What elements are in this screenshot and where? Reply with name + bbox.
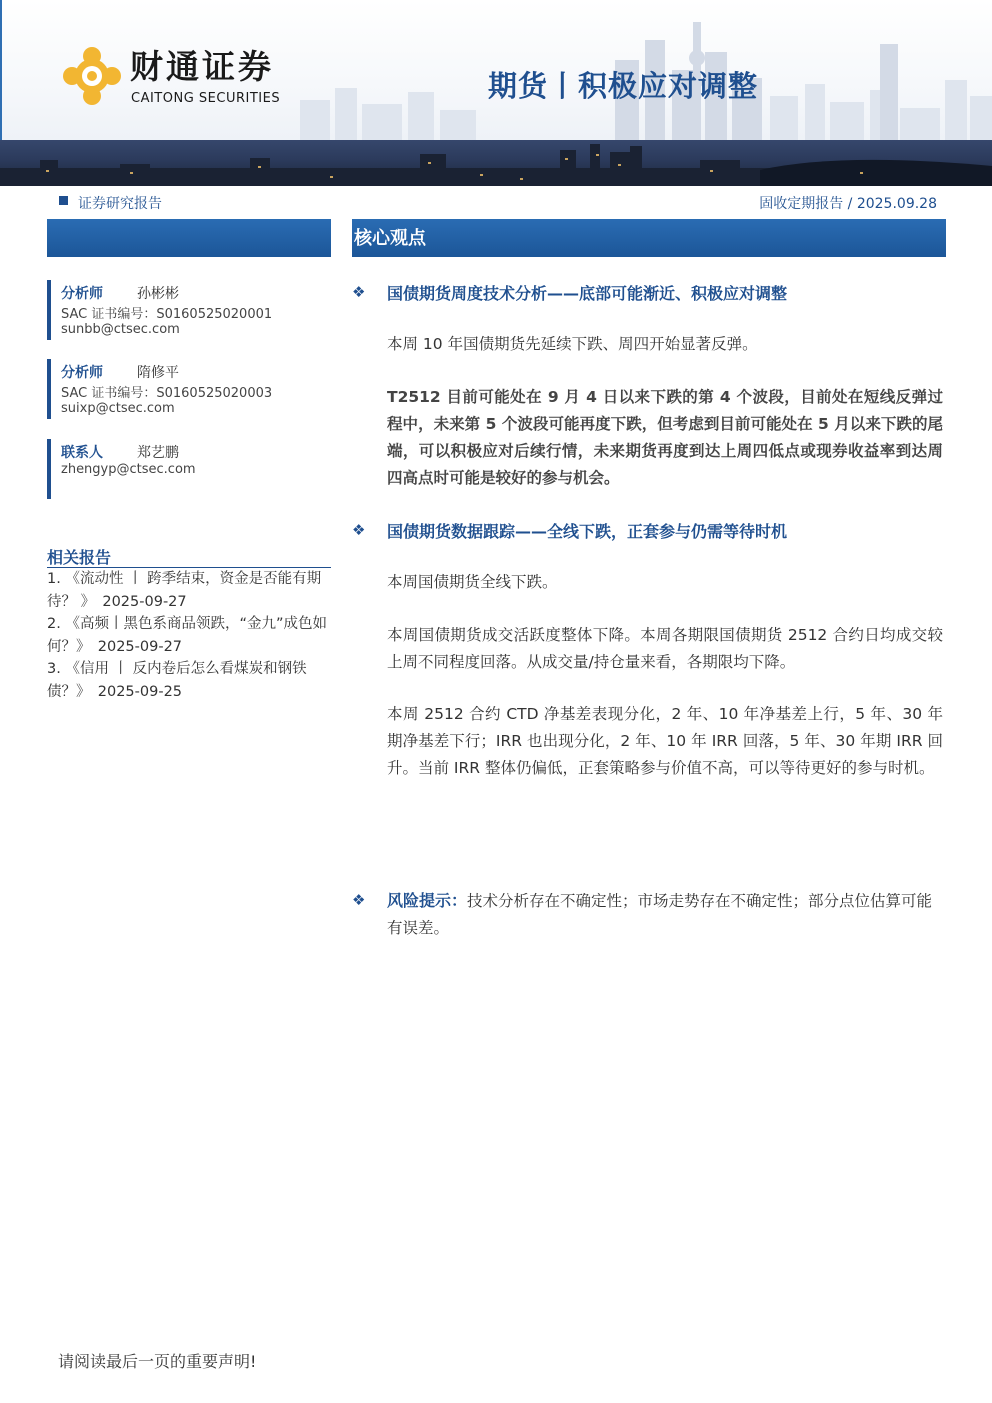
related-reports-list xyxy=(47,568,333,703)
analyst-email[interactable]: suixp@ctsec.com xyxy=(61,401,175,416)
section-paragraph: 本周 10 年国债期货先延续下跌、周四开始显著反弹。 xyxy=(387,335,758,353)
section-paragraph: T2512 目前可能处在 9 月 4 日以来下跌的第 4 个波段，目前处在短线反弹过程中，未来第 5 个波段可能再度下跌，但考虑到目前可能处在 5 月以来下跌的尾端，可以积极应对后续行情，未来期货再度到达上周四低点或现券收益率到达周四高点时可能是较好的参与机会。 xyxy=(387,388,943,487)
brand-name-en: CAITONG SECURITIES xyxy=(131,91,281,106)
risk-warning-label: 风险提示： xyxy=(387,891,468,910)
core-viewpoints-title: 核心观点 xyxy=(354,228,426,249)
header-left-rule xyxy=(0,0,2,140)
section-paragraph: 本周 2512 合约 CTD 净基差表现分化，2 年、10 年净基差上行，5 年、30 年期净基差下行；IRR 也出现分化，2 年、10 年 IRR 回落，5 年、30 年期 IRR 回升。当前 IRR 整体仍偏低，正套策略参与价值不高，可以等待更好的参与时机。 xyxy=(387,705,943,777)
analyst-accent-bar xyxy=(47,280,51,340)
sidebar-header-bar xyxy=(47,219,331,257)
section-heading: 国债期货周度技术分析——底部可能渐近、积极应对调整 xyxy=(387,284,788,303)
analyst-role: 分析师 xyxy=(61,286,103,302)
analyst-card xyxy=(47,359,331,419)
related-report-item[interactable]: 2. 《高频丨黑色系商品领跌，“金九”成色如何？》 2025-09-27 xyxy=(47,616,327,655)
contact-email[interactable]: zhengyp@ctsec.com xyxy=(61,462,196,477)
diamond-bullet-icon: ❖ xyxy=(352,891,366,909)
section-heading: 国债期货数据跟踪——全线下跌，正套参与仍需等待时机 xyxy=(387,522,788,541)
caitong-logo-icon xyxy=(62,46,122,106)
meta-bar xyxy=(0,190,992,212)
section-paragraph: 本周国债期货成交活跃度整体下降。本周各期限国债期货 2512 合约日均成交较上周不同程度回落。从成交量/持仓量来看，各期限均下降。 xyxy=(387,626,943,671)
analyst-email[interactable]: sunbb@ctsec.com xyxy=(61,322,180,337)
contact-name: 郑艺鹏 xyxy=(137,445,179,461)
analyst-name: 隋修平 xyxy=(137,365,179,381)
core-viewpoints-bar xyxy=(352,219,946,257)
contact-card xyxy=(47,439,331,499)
report-type-label: 证券研究报告 xyxy=(78,196,162,212)
risk-warning xyxy=(387,887,943,942)
related-reports-title: 相关报告 xyxy=(47,548,112,567)
report-title: 期货丨积极应对调整 xyxy=(488,69,759,103)
square-bullet-icon xyxy=(59,196,68,205)
city-night-banner xyxy=(0,140,992,186)
analyst-accent-bar xyxy=(47,359,51,419)
analyst-card xyxy=(47,280,331,340)
related-report-item[interactable]: 1. 《流动性 丨 跨季结束，资金是否能有期待？ 》 2025-09-27 xyxy=(47,571,322,610)
analyst-sac: SAC 证书编号：S0160525020001 xyxy=(61,307,273,322)
page-header xyxy=(0,0,992,186)
contact-role: 联系人 xyxy=(61,445,103,461)
brand-name-cn: 财通证券 xyxy=(130,47,274,86)
related-report-item[interactable]: 3. 《信用 丨 反内卷后怎么看煤炭和钢铁债？》 2025-09-25 xyxy=(47,661,307,700)
report-category-date: 固收定期报告 / 2025.09.28 xyxy=(759,196,937,212)
analyst-role: 分析师 xyxy=(61,365,103,381)
analyst-sac: SAC 证书编号：S0160525020003 xyxy=(61,386,273,401)
risk-warning-text: 技术分析存在不确定性；市场走势存在不确定性；部分点位估算可能有误差。 xyxy=(387,892,933,937)
section-paragraph: 本周国债期货全线下跌。 xyxy=(387,573,558,591)
disclaimer-note: 请阅读最后一页的重要声明! xyxy=(58,1352,257,1371)
contact-accent-bar xyxy=(47,439,51,499)
diamond-bullet-icon: ❖ xyxy=(352,521,366,539)
analyst-name: 孙彬彬 xyxy=(137,286,179,302)
diamond-bullet-icon: ❖ xyxy=(352,283,366,301)
